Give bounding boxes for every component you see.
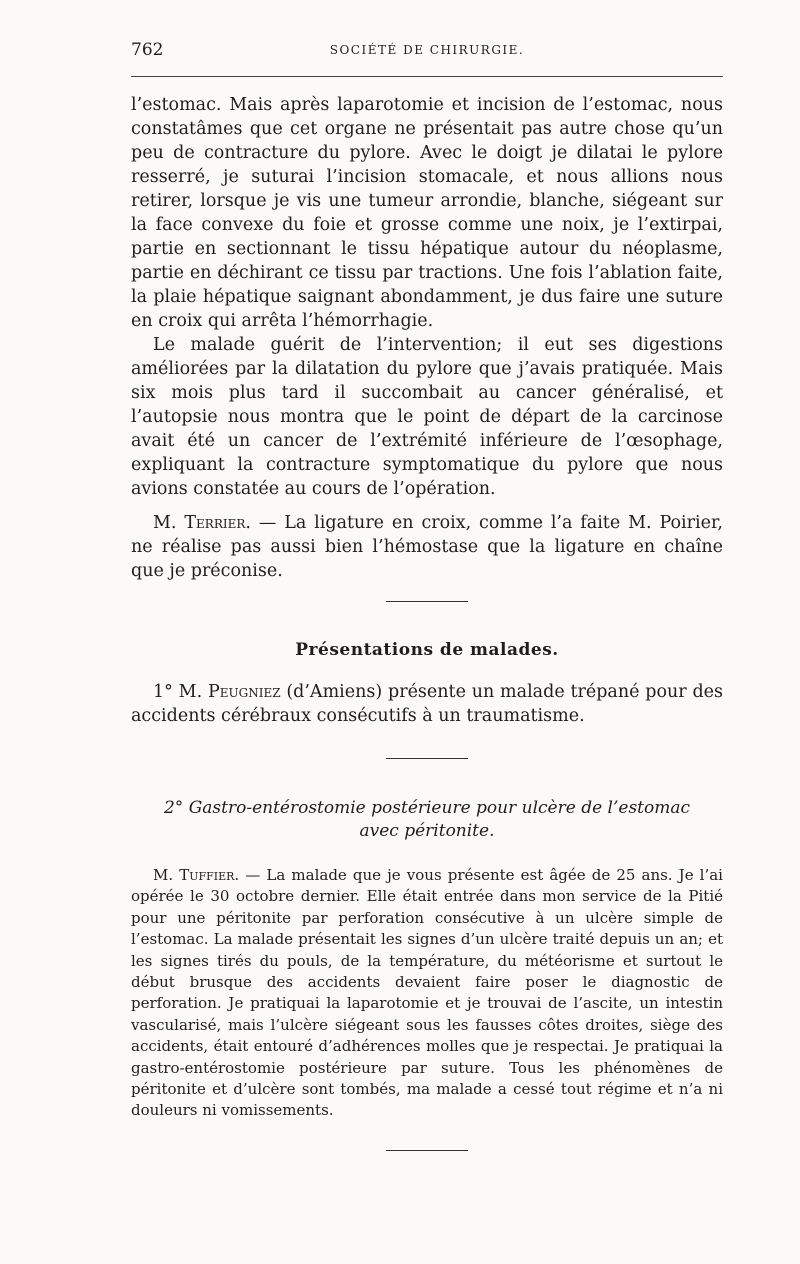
paragraph-outcome: Le malade guérit de l’intervention; il eut ses digestions améliorées par la dilatation du pylore que j’avais pratiquée. Mais six mois plus tard il succombait au cancer généralisé, et l’autopsie nous montra que le point de départ de la carcinose avait été un cancer de l’extrémité inférieure de l’œsophage, expliquant la contracture symptomatique du pylore que nous avions constatée au cours de l’opération.	[131, 335, 723, 499]
item-text: (d’Amiens) présente un malade trépané pour des accidents cérébraux consécutifs à un traumatisme.	[131, 682, 723, 726]
end-separator	[386, 1150, 468, 1151]
page-header	[131, 40, 723, 70]
header-rule	[131, 76, 723, 77]
item-2-title	[131, 797, 723, 843]
paragraph-continuation: l’estomac. Mais après laparotomie et incision de l’estomac, nous constatâmes que cet organe ne présentait pas autre chose qu’un peu de contracture du pylore. Avec le doigt je dilatai le pylore resserré, je suturai l’incision stomacale, et nous allions nous retirer, lorsque je vis une tumeur arrondie, blanche, siégeant sur la face convexe du foie et grosse comme une noix, je l’extirpai, partie en sectionnant le tissu hépatique autour du néoplasme, partie en déchirant ce tissu par tractions. Une fois l’ablation faite, la plaie hépatique saignant abondamment, je dus faire une suture en croix qui arrêta l’hémorrhagie.	[131, 95, 723, 331]
item-2-title-line-1: 2° Gastro-entérostomie postérieure pour ulcère de l’estomac	[163, 798, 691, 818]
page	[131, 40, 723, 1151]
paragraph-tuffier	[131, 865, 723, 1122]
item-1	[131, 680, 723, 728]
page-number: 762	[131, 40, 164, 60]
item-number: 1° M.	[153, 682, 208, 702]
speaker-name: M. Tuffier.	[153, 866, 240, 884]
paragraph-terrier	[131, 511, 723, 583]
section-heading: Présentations de malades.	[295, 640, 559, 660]
speaker-remark: — La ligature en croix, comme l’a faite M. Poirier, ne réalise pas aussi bien l’hémostase que la ligature en chaîne que je préconise.	[131, 513, 723, 581]
item-2-body	[131, 865, 723, 1122]
speaker-name: Peugniez	[207, 682, 281, 702]
running-title: SOCIÉTÉ DE CHIRURGIE.	[329, 43, 525, 57]
speaker-name: M. Terrier.	[153, 513, 251, 533]
item-2-title-line-2: avec péritonite.	[359, 821, 495, 841]
body-text	[131, 93, 723, 1151]
item-2-text: — La malade que je vous présente est âgée de 25 ans. Je l’ai opérée le 30 octobre dernier. Elle était entrée dans mon service de la Pitié pour une péritonite par perforation consécutive à un ulcère simple de l’estomac. La malade présentait les signes d’un ulcère traité depuis un an; et les signes tirés du pouls, de la température, du météorisme et surtout le début brusque des accidents devaient faire poser le diagnostic de perforation. Je pratiquai la laparotomie et je trouvai de l’ascite, un intestin vascularisé, mais l’ulcère siégeant sous les fausses côtes droites, siège des accidents, était entouré d’adhérences molles que je respectai. Je pratiquai la gastro-entérostomie postérieure par suture. Tous les phénomènes de péritonite et d’ulcère sont tombés, ma malade a cessé tout régime et n’a ni douleurs ni vomissements.	[131, 866, 723, 1120]
section-separator	[386, 601, 468, 602]
section-separator	[386, 758, 468, 759]
